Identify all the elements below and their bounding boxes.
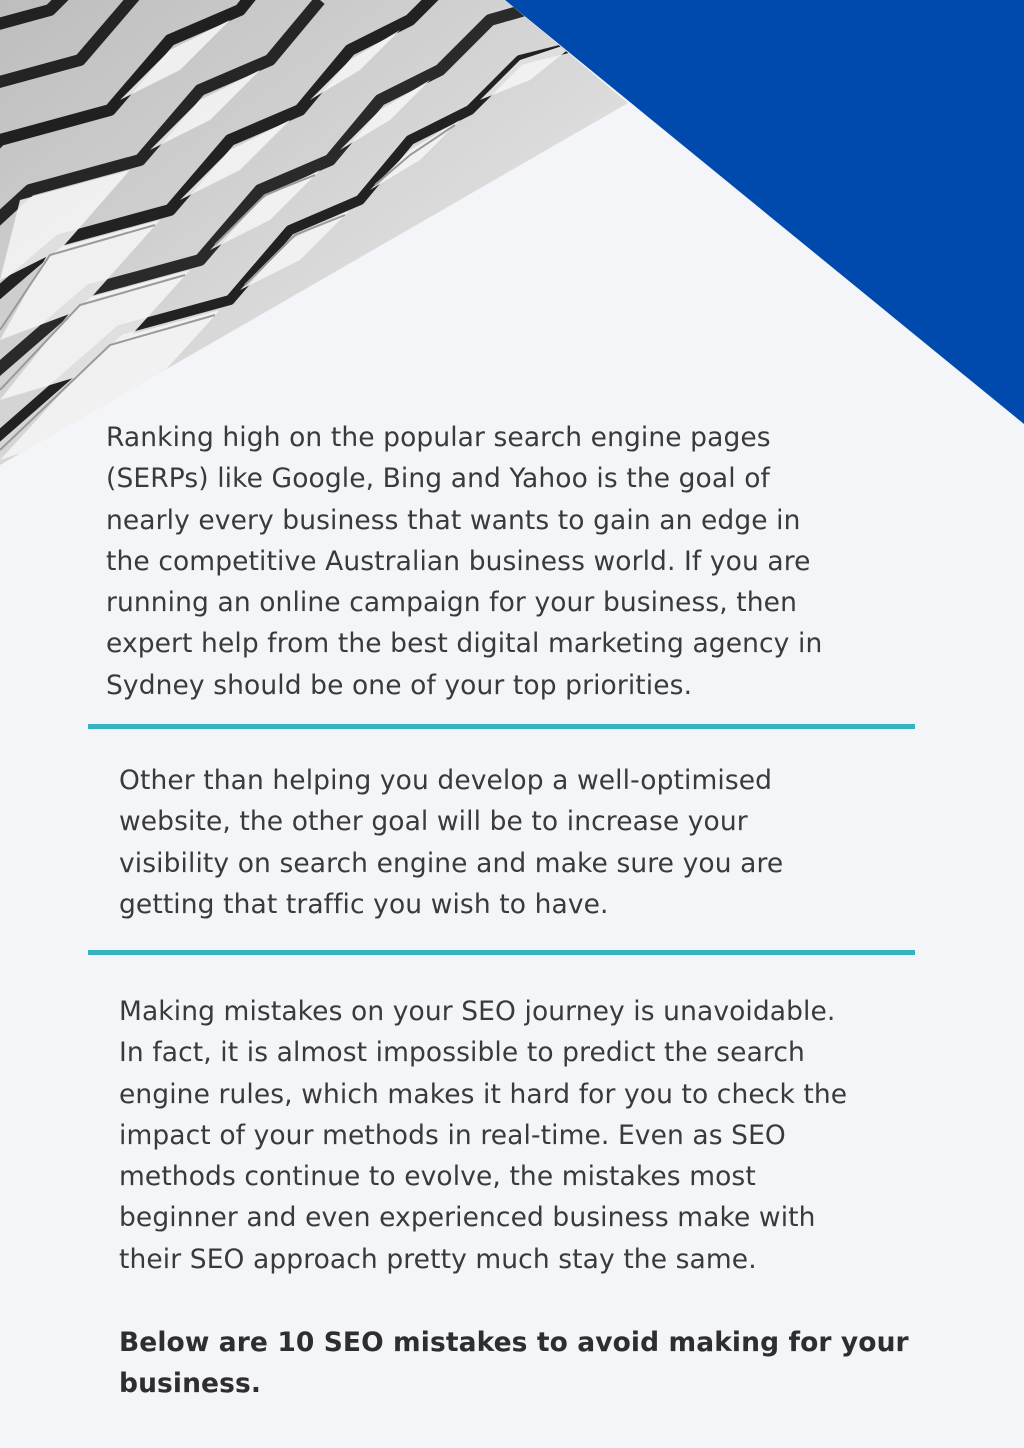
text-line: methods continue to evolve, the mistakes most (119, 1161, 756, 1193)
text-line: getting that traffic you wish to have. (119, 888, 609, 920)
goals-paragraph (119, 760, 783, 925)
text-line: Sydney should be one of your top priorities. (106, 669, 693, 701)
closing-heading (119, 1322, 909, 1405)
text-line: In fact, it is almost impossible to predict the search (119, 1037, 805, 1069)
text-line: visibility on search engine and make sure you are (119, 847, 784, 879)
section-divider (88, 950, 915, 955)
intro-paragraph (106, 417, 822, 706)
text-line: Making mistakes on your SEO journey is unavoidable. (119, 996, 836, 1027)
text-line: nearly every business that wants to gain an edge in (106, 504, 801, 536)
architecture-photo (0, 0, 640, 470)
text-line: their SEO approach pretty much stay the same. (119, 1243, 757, 1275)
text-line: (SERPs) like Google, Bing and Yahoo is the goal of (106, 463, 770, 495)
section-divider (88, 724, 915, 729)
text-line: running an online campaign for your business, then (106, 587, 797, 619)
text-line: Other than helping you develop a well-optimised (119, 765, 773, 796)
text-line: the competitive Australian business world. If you are (106, 545, 811, 577)
text-line: expert help from the best digital marketing agency in (106, 628, 823, 660)
blue-corner-shape (505, 0, 1024, 424)
text-line: beginner and even experienced business make with (119, 1202, 816, 1234)
text-line: engine rules, which makes it hard for you to check the (119, 1078, 848, 1110)
text-line: Below are 10 SEO mistakes to avoid making for your (119, 1327, 909, 1358)
text-line: Ranking high on the popular search engine pages (106, 422, 771, 453)
text-line: website, the other goal will be to increase your (119, 806, 748, 838)
text-line: business. (119, 1368, 262, 1400)
text-line: impact of your methods in real-time. Even as SEO (119, 1119, 786, 1151)
mistakes-paragraph (119, 991, 847, 1280)
